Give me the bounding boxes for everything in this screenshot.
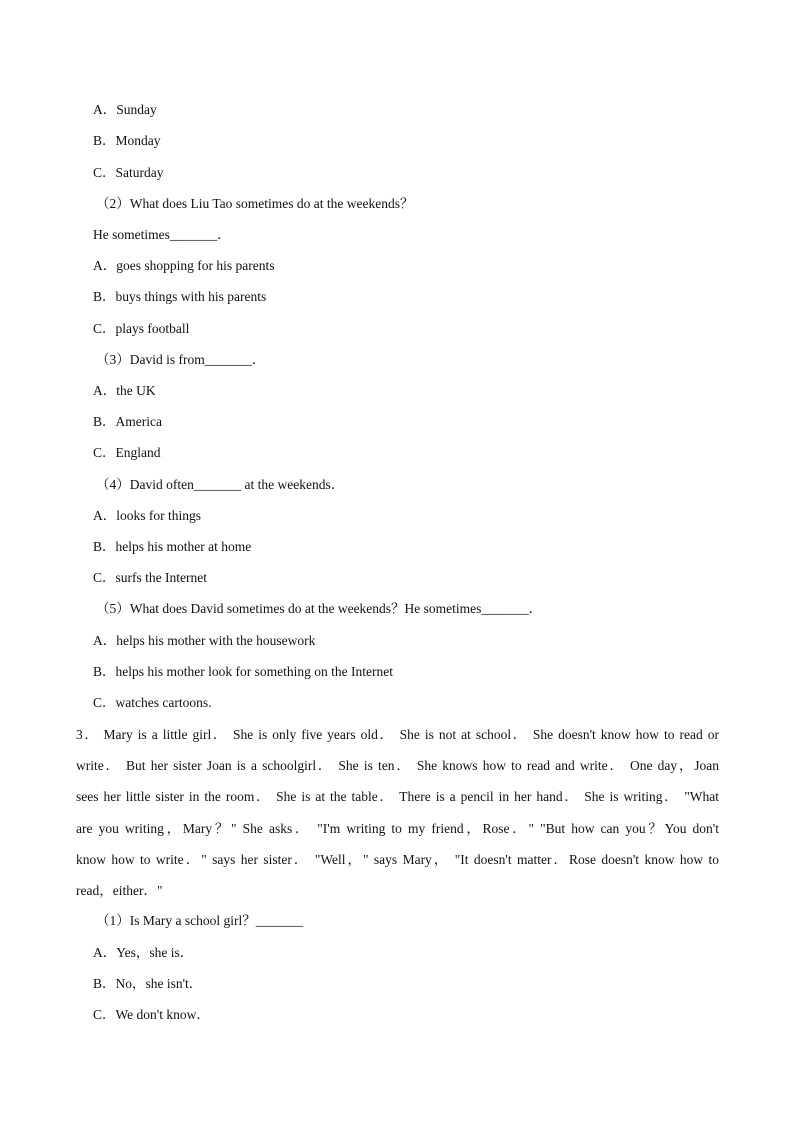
- option-line: C．surfs the Internet: [93, 570, 207, 585]
- option-line: B．helps his mother at home: [93, 539, 252, 554]
- option-line: C．We don't know．: [93, 1007, 210, 1022]
- passage-line: know how to write．" says her sister． "Well，" says Mary， "It doesn't matter．Rose doesn't know how to: [76, 851, 719, 867]
- question-line: （1）Is Mary a school girl？_______: [96, 913, 303, 928]
- reading-passage: [76, 719, 719, 906]
- passage-line: read，either．": [76, 882, 163, 898]
- passage-text: Mary is a little girl． She is only five years old． She is not at school． She doesn't know how to read or: [103, 727, 720, 742]
- option-line: B．No，she isn't．: [93, 976, 203, 991]
- question-number: 3．: [76, 727, 100, 742]
- option-line: C．England: [93, 445, 161, 460]
- option-line: A．looks for things: [93, 508, 201, 523]
- option-line: B．America: [93, 414, 162, 429]
- option-line: C．watches cartoons.: [93, 695, 212, 710]
- option-line: A．Sunday: [93, 102, 157, 117]
- question-line: （4）David often_______ at the weekends．: [96, 477, 345, 492]
- option-line: A．Yes，she is．: [93, 945, 194, 960]
- option-line: A．goes shopping for his parents: [93, 258, 275, 273]
- passage-line: sees her little sister in the room． She is at the table． There is a pencil in her hand． She is writing． "What: [76, 789, 719, 805]
- option-line: B．buys things with his parents: [93, 289, 267, 304]
- option-line: A．helps his mother with the housework: [93, 633, 316, 648]
- question-line: （3）David is from_______．: [96, 352, 266, 367]
- question-line: （2）What does Liu Tao sometimes do at the weekends？: [96, 196, 414, 211]
- option-line: He sometimes_______．: [93, 227, 231, 242]
- option-line: B．Monday: [93, 133, 161, 148]
- option-line: C．Saturday: [93, 165, 164, 180]
- option-line: B．helps his mother look for something on the Internet: [93, 664, 393, 679]
- passage-line: write． But her sister Joan is a schoolgirl． She is ten． She knows how to read and write． One day，Joan: [76, 758, 719, 774]
- passage-line: [76, 719, 719, 750]
- passage-line: are you writing，Mary？" She asks． "I'm writing to my friend，Rose．" "But how can you？You don't: [76, 820, 719, 836]
- option-line: A．the UK: [93, 383, 156, 398]
- option-line: C．plays football: [93, 321, 190, 336]
- question-line: （5）What does David sometimes do at the weekends？He sometimes_______．: [96, 601, 543, 616]
